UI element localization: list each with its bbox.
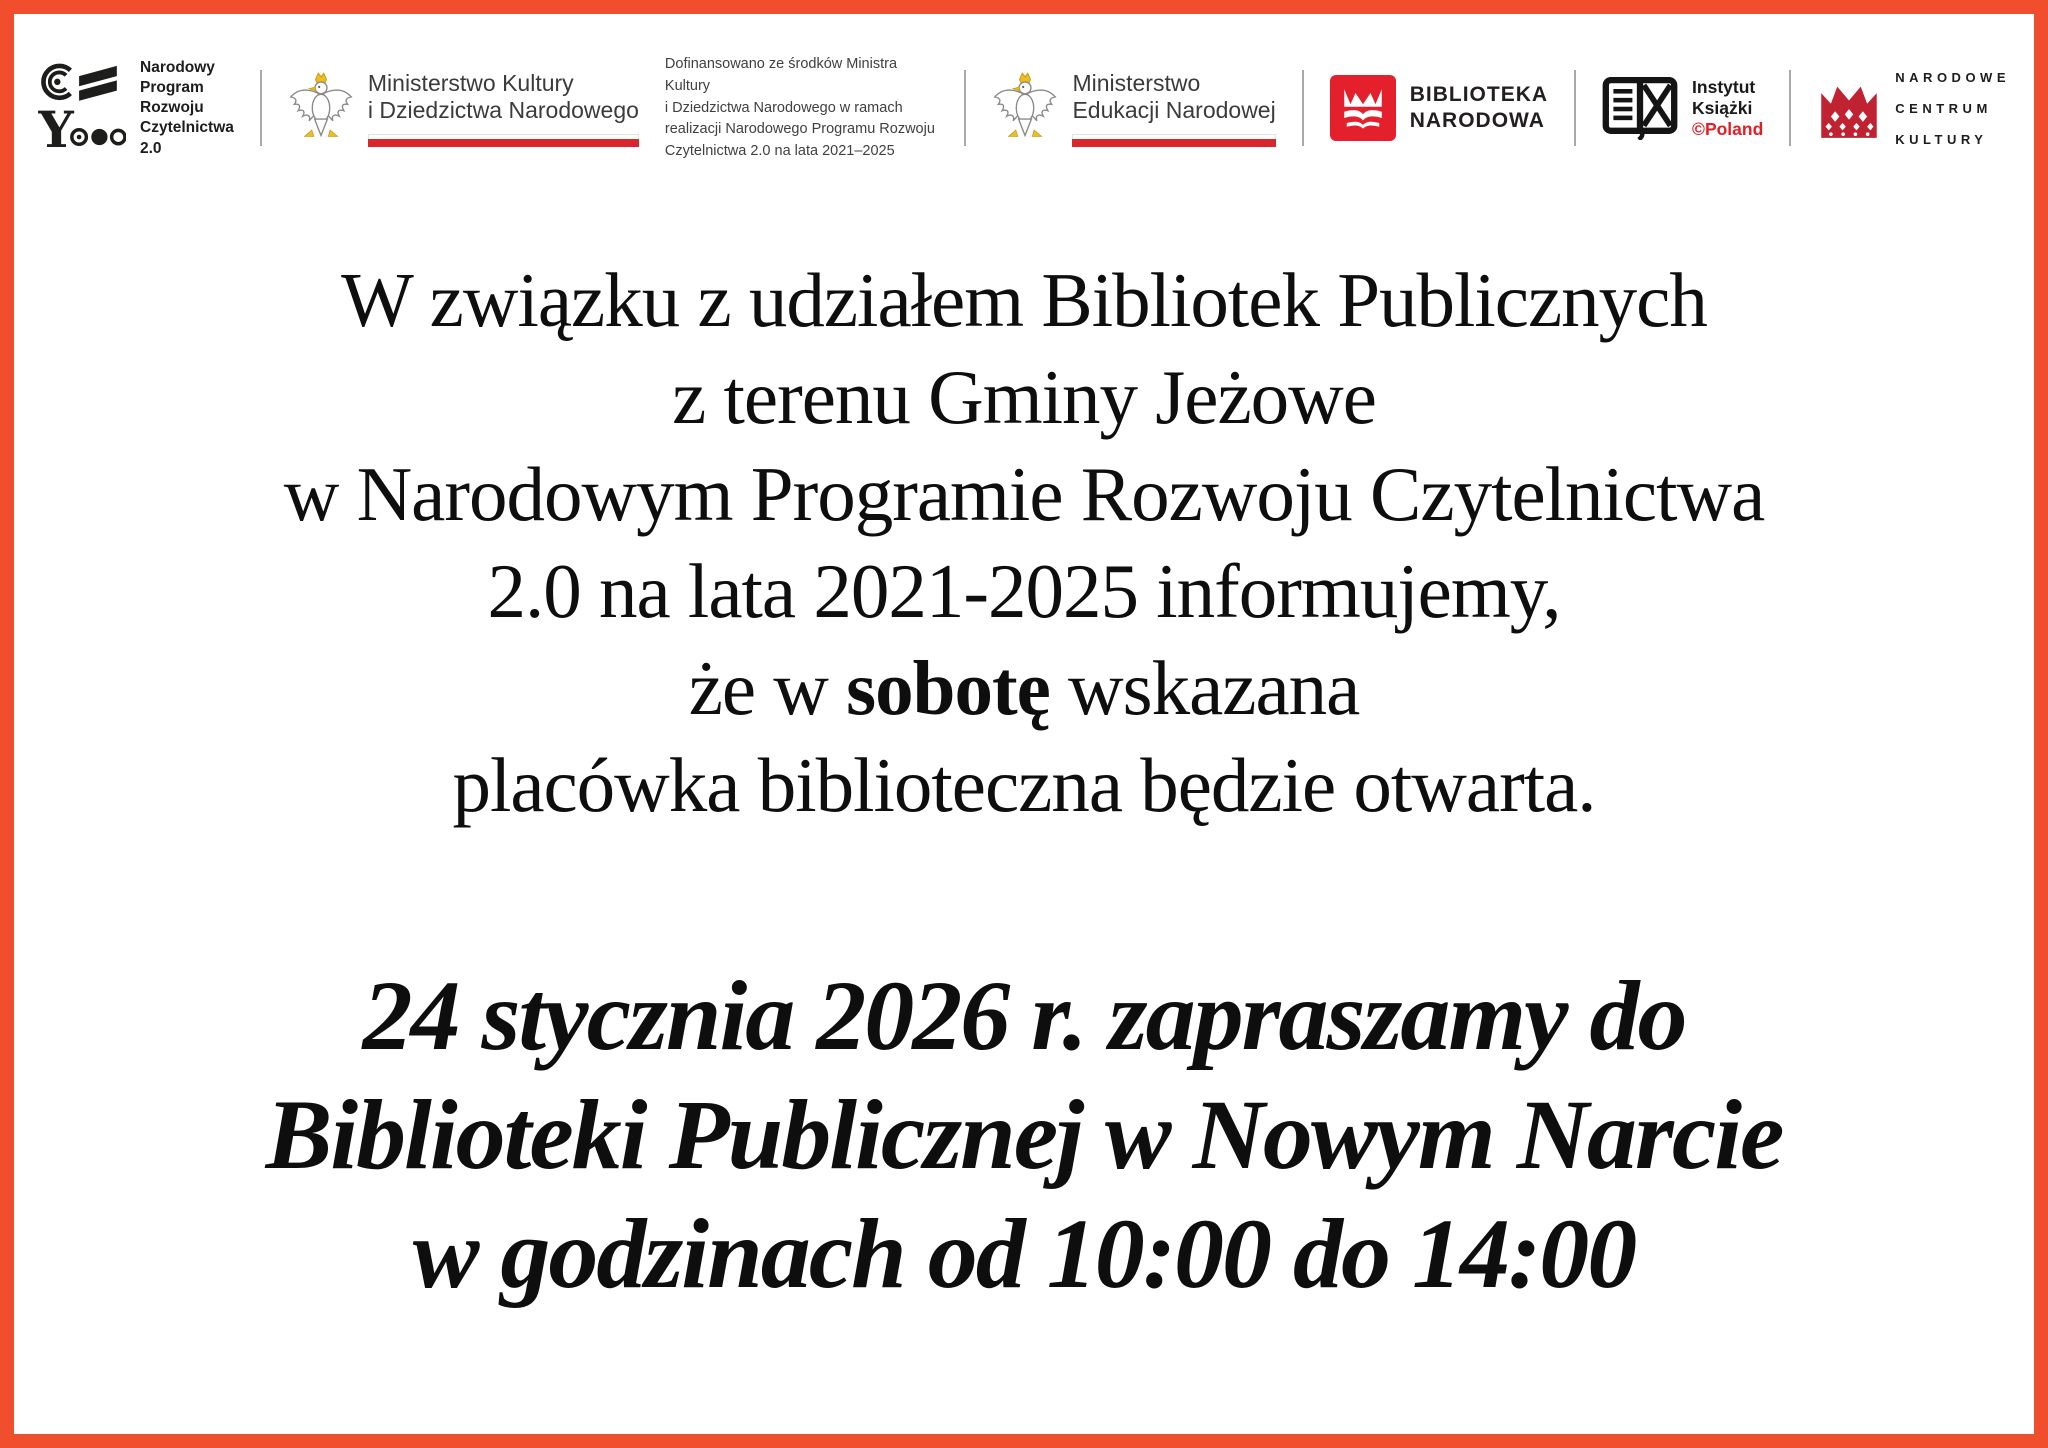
notice-line-4: 2.0 na lata 2021-2025 informujemy, — [487, 548, 1561, 634]
svg-text:Y: Y — [38, 101, 74, 154]
divider — [1302, 70, 1304, 146]
logo-narodowy-program-czytelnictwa — [38, 58, 234, 159]
nprc-mark-icon — [38, 63, 126, 153]
logo-instytut-ksiazki — [1602, 76, 1763, 140]
notice-line-6: placówka biblioteczna będzie otwarta. — [452, 742, 1596, 828]
divider — [1789, 70, 1791, 146]
mkidn-label — [368, 70, 639, 124]
ik-label — [1692, 77, 1763, 139]
mkidn-line: Ministerstwo Kultury — [367, 70, 574, 97]
nprc-line: Narodowy — [140, 59, 215, 77]
invitation-paragraph — [14, 956, 2034, 1313]
divider — [260, 70, 262, 146]
notice-line-1: W związku z udziałem Bibliotek Publicznych — [341, 257, 1707, 343]
nprc-line: 2.0 — [140, 139, 162, 157]
polish-eagle-icon — [288, 70, 354, 146]
invitation-line-1: 24 stycznia 2026 r. zapraszamy do — [362, 960, 1686, 1071]
nprc-line: Program — [140, 79, 204, 97]
nck-label — [1895, 62, 2010, 155]
ik-line: Instytut — [1692, 77, 1756, 98]
nck-line: KULTURY — [1895, 131, 1988, 147]
saturday-bold: sobotę — [846, 645, 1050, 731]
logo-ministerstwo-edukacji — [992, 70, 1275, 146]
logo-biblioteka-narodowa — [1330, 75, 1548, 141]
divider — [964, 70, 966, 146]
men-line: Edukacji Narodowej — [1072, 97, 1276, 124]
nprc-line: Czytelnictwa — [140, 119, 234, 137]
invitation-line-2: Biblioteki Publicznej w Nowym Narcie — [265, 1079, 1783, 1190]
notice-line-2: z terenu Gminy Jeżowe — [672, 354, 1376, 440]
nck-line: NARODOWE — [1895, 69, 2010, 85]
logo-ministerstwo-kultury — [288, 70, 639, 146]
funding-note — [665, 54, 939, 163]
notice-line-5-pre: że w — [688, 645, 847, 731]
nprc-line: Rozwoju — [140, 99, 204, 117]
ik-line: Książki — [1692, 98, 1753, 119]
funding-line: i Dziedzictwa Narodowego w ramach — [664, 99, 903, 116]
funding-line: realizacji Narodowego Programu Rozwoju — [664, 121, 935, 138]
bn-line: NARODOWA — [1409, 109, 1545, 133]
invitation-line-3: w godzinach od 10:00 do 14:00 — [412, 1198, 1636, 1309]
notice-line-3: w Narodowym Programie Rozwoju Czytelnictwa — [283, 451, 1765, 537]
partner-logos-bar — [38, 54, 2010, 163]
men-label — [1072, 70, 1275, 124]
bn-crown-icon — [1330, 75, 1396, 141]
notice-paragraph — [14, 252, 2034, 834]
nck-crown-icon — [1817, 75, 1881, 141]
nprc-label — [140, 58, 234, 159]
funding-line: Dofinansowano ze środków Ministra Kultury — [664, 56, 898, 94]
funding-line: Czytelnictwa 2.0 na lata 2021–2025 — [664, 143, 895, 159]
nck-line: CENTRUM — [1895, 100, 1992, 116]
men-line: Ministerstwo — [1072, 70, 1201, 97]
mkidn-line: i Dziedzictwa Narodowego — [367, 97, 639, 124]
logo-narodowe-centrum-kultury — [1817, 62, 2010, 155]
bn-line: BIBLIOTEKA — [1409, 83, 1549, 107]
notice-line-5-post: wskazana — [1049, 645, 1360, 731]
ik-poland-label: ©Poland — [1692, 118, 1764, 139]
flag-underline — [1072, 134, 1275, 147]
bn-label — [1410, 82, 1548, 135]
notice-line-5 — [14, 640, 2034, 737]
polish-eagle-icon — [992, 70, 1058, 146]
ik-book-icon — [1602, 76, 1678, 140]
divider — [1574, 70, 1576, 146]
flag-underline — [368, 134, 639, 147]
